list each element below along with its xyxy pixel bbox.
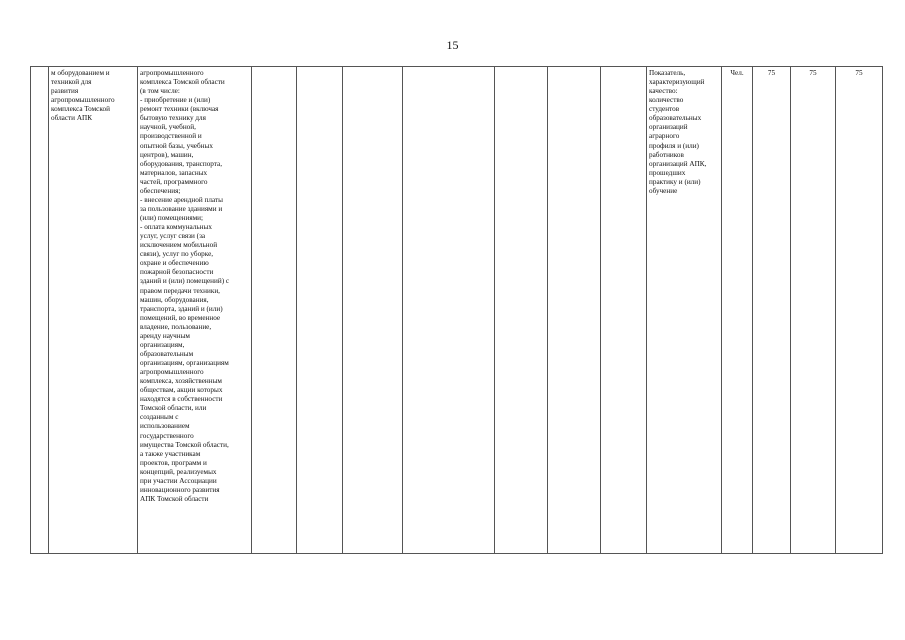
cell-empty — [548, 67, 601, 554]
cell-indicator: Показатель, характеризующий качество: количество студентов образовательных организаций аграрного профиля и (или) работников организаций АПК, прошедших практику и (или) обучение — [647, 67, 722, 554]
cell-empty — [343, 67, 403, 554]
cell-event-name: м оборудованием и техникой для развития агропромышленного комплекса Томской области АПК — [49, 67, 138, 554]
cell-value-1: 75 — [753, 67, 791, 554]
cell-empty — [403, 67, 495, 554]
program-table — [30, 66, 883, 554]
cell-number — [31, 67, 49, 554]
cell-empty — [495, 67, 548, 554]
table-row — [31, 67, 883, 554]
cell-event-description: агропромышленного комплекса Томской области (в том числе: - приобретение и (или) ремонт техники (включая бытовую технику для научной, учебной, производственной и опытной базы, учебных центров), машин, оборудования, транспорта, материалов, запасных частей, программного обеспечения; - внесение арендной платы за пользование зданиями и (или) помещениями; - оплата коммунальных услуг, услуг связи (за исключением мобильной связи), услуг по уборке, охране и обеспечению пожарной безопасности зданий и (или) помещений) с правом передачи техники, машин, оборудования, транспорта, зданий и (или) помещений, во временное владение, пользование, аренду научным организациям, образовательным организациям, организациям агропромышленного комплекса, хозяйственным обществам, акции которых находятся в собственности Томской области, или созданным с использованием государственного имущества Томской области, а также участникам проектов, программ и концепций, реализуемых при участии Ассоциации инновационного развития АПК Томской области — [138, 67, 252, 554]
cell-value-2: 75 — [791, 67, 836, 554]
cell-unit: Чел. — [722, 67, 753, 554]
cell-empty — [297, 67, 343, 554]
cell-empty — [252, 67, 297, 554]
page-number: 15 — [446, 38, 459, 52]
cell-empty — [601, 67, 647, 554]
cell-value-3: 75 — [836, 67, 883, 554]
